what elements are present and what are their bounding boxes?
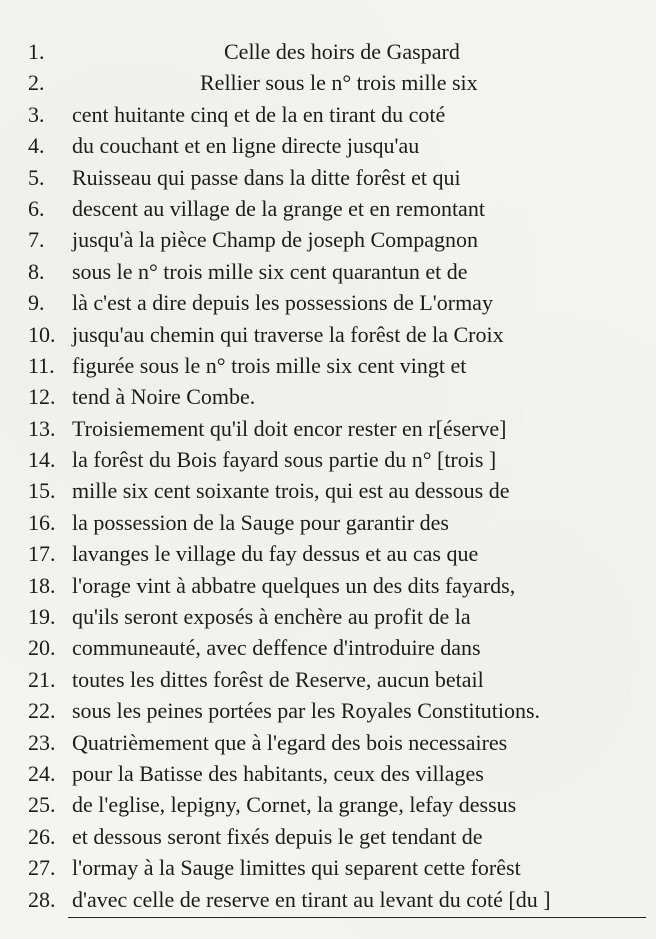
- text-line: [0, 130, 656, 161]
- line-number: 11.: [28, 352, 55, 378]
- line-text: lavanges le village du fay dessus et au cas que: [72, 541, 479, 567]
- line-number: 7.: [28, 227, 45, 253]
- text-line: [0, 99, 656, 130]
- line-text: communeauté, avec deffence d'introduire dans: [72, 635, 481, 661]
- text-line: [0, 632, 656, 663]
- line-number: 6.: [28, 195, 45, 221]
- text-line: [0, 36, 656, 67]
- line-text: sous les peines portées par les Royales Constitutions.: [72, 698, 541, 724]
- text-line: [0, 507, 656, 538]
- text-line: [0, 570, 656, 601]
- line-number: 3.: [28, 101, 45, 127]
- line-text: tend à Noire Combe.: [72, 384, 256, 410]
- line-number: 14.: [28, 447, 56, 473]
- line-number: 22.: [28, 698, 56, 724]
- line-text: sous le n° trois mille six cent quarantun et de: [72, 258, 468, 284]
- text-line: [0, 350, 656, 381]
- line-text: toutes les dittes forêst de Reserve, aucun betail: [72, 666, 484, 692]
- text-line: [0, 444, 656, 475]
- text-line: [0, 601, 656, 632]
- text-line: [0, 193, 656, 224]
- line-text: cent huitante cinq et de la en tirant du coté: [72, 101, 446, 127]
- line-text: jusqu'à la pièce Champ de joseph Compagnon: [72, 227, 478, 253]
- text-line: [0, 67, 656, 98]
- numbered-lines: [0, 36, 656, 915]
- text-line: [0, 884, 656, 915]
- text-line: [0, 538, 656, 569]
- footer-rule: [68, 917, 646, 918]
- text-line: [0, 789, 656, 820]
- line-text: l'ormay à la Sauge limittes qui separent cette forêst: [72, 855, 521, 881]
- text-line: [0, 852, 656, 883]
- line-text: Quatrièmement que à l'egard des bois necessaires: [72, 729, 508, 755]
- text-line: [0, 727, 656, 758]
- text-line: [0, 695, 656, 726]
- line-text: Celle des hoirs de Gaspard: [224, 39, 460, 64]
- text-line: [0, 319, 656, 350]
- line-number: 13.: [28, 415, 56, 441]
- line-text: la possession de la Sauge pour garantir des: [72, 509, 449, 535]
- line-text: qu'ils seront exposés à enchère au profit de la: [72, 604, 471, 630]
- text-line: [0, 256, 656, 287]
- line-text: la forêst du Bois fayard sous partie du n° [trois ]: [72, 447, 497, 473]
- line-number: 21.: [28, 666, 56, 692]
- line-text: de l'eglise, lepigny, Cornet, la grange, lefay dessus: [72, 792, 517, 818]
- line-number: 9.: [28, 290, 45, 316]
- line-text: l'orage vint à abbatre quelques un des dits fayards,: [72, 572, 516, 598]
- text-line: [0, 287, 656, 318]
- line-text: mille six cent soixante trois, qui est au dessous de: [72, 478, 510, 504]
- line-number: 8.: [28, 258, 45, 284]
- line-number: 4.: [28, 133, 45, 159]
- text-line: [0, 821, 656, 852]
- line-number: 23.: [28, 729, 56, 755]
- text-line: [0, 381, 656, 412]
- line-number: 12.: [28, 384, 56, 410]
- line-number: 24.: [28, 760, 56, 786]
- text-line: [0, 758, 656, 789]
- line-text: du couchant et en ligne directe jusqu'au: [72, 133, 420, 159]
- line-number: 19.: [28, 604, 56, 630]
- line-text: et dessous seront fixés depuis le get tendant de: [72, 823, 483, 849]
- line-text: jusqu'au chemin qui traverse la forêst de la Croix: [72, 321, 504, 347]
- line-number: 20.: [28, 635, 56, 661]
- line-number: 2.: [28, 70, 45, 96]
- line-number: 10.: [28, 321, 56, 347]
- line-text: d'avec celle de reserve en tirant au levant du coté [du ]: [72, 886, 551, 912]
- line-text: figurée sous le n° trois mille six cent vingt et: [72, 352, 467, 378]
- line-text: pour la Batisse des habitants, ceux des villages: [72, 760, 484, 786]
- line-number: 16.: [28, 509, 56, 535]
- text-line: [0, 664, 656, 695]
- line-number: 15.: [28, 478, 56, 504]
- line-number: 26.: [28, 823, 56, 849]
- line-number: 27.: [28, 855, 56, 881]
- line-number: 17.: [28, 541, 56, 567]
- text-line: [0, 224, 656, 255]
- line-number: 18.: [28, 572, 56, 598]
- text-line: [0, 413, 656, 444]
- text-line: [0, 162, 656, 193]
- line-text: Troisiemement qu'il doit encor rester en r[éserve]: [72, 415, 507, 441]
- line-text: descent au village de la grange et en remontant: [72, 195, 485, 221]
- text-line: [0, 475, 656, 506]
- line-number: 5.: [28, 164, 45, 190]
- line-number: 25.: [28, 792, 56, 818]
- line-number: 28.: [28, 886, 56, 912]
- line-number: 1.: [28, 39, 45, 64]
- line-text: Rellier sous le n° trois mille six: [200, 70, 478, 96]
- line-text: Ruisseau qui passe dans la ditte forêst et qui: [72, 164, 461, 190]
- line-text: là c'est a dire depuis les possessions de L'ormay: [72, 290, 493, 316]
